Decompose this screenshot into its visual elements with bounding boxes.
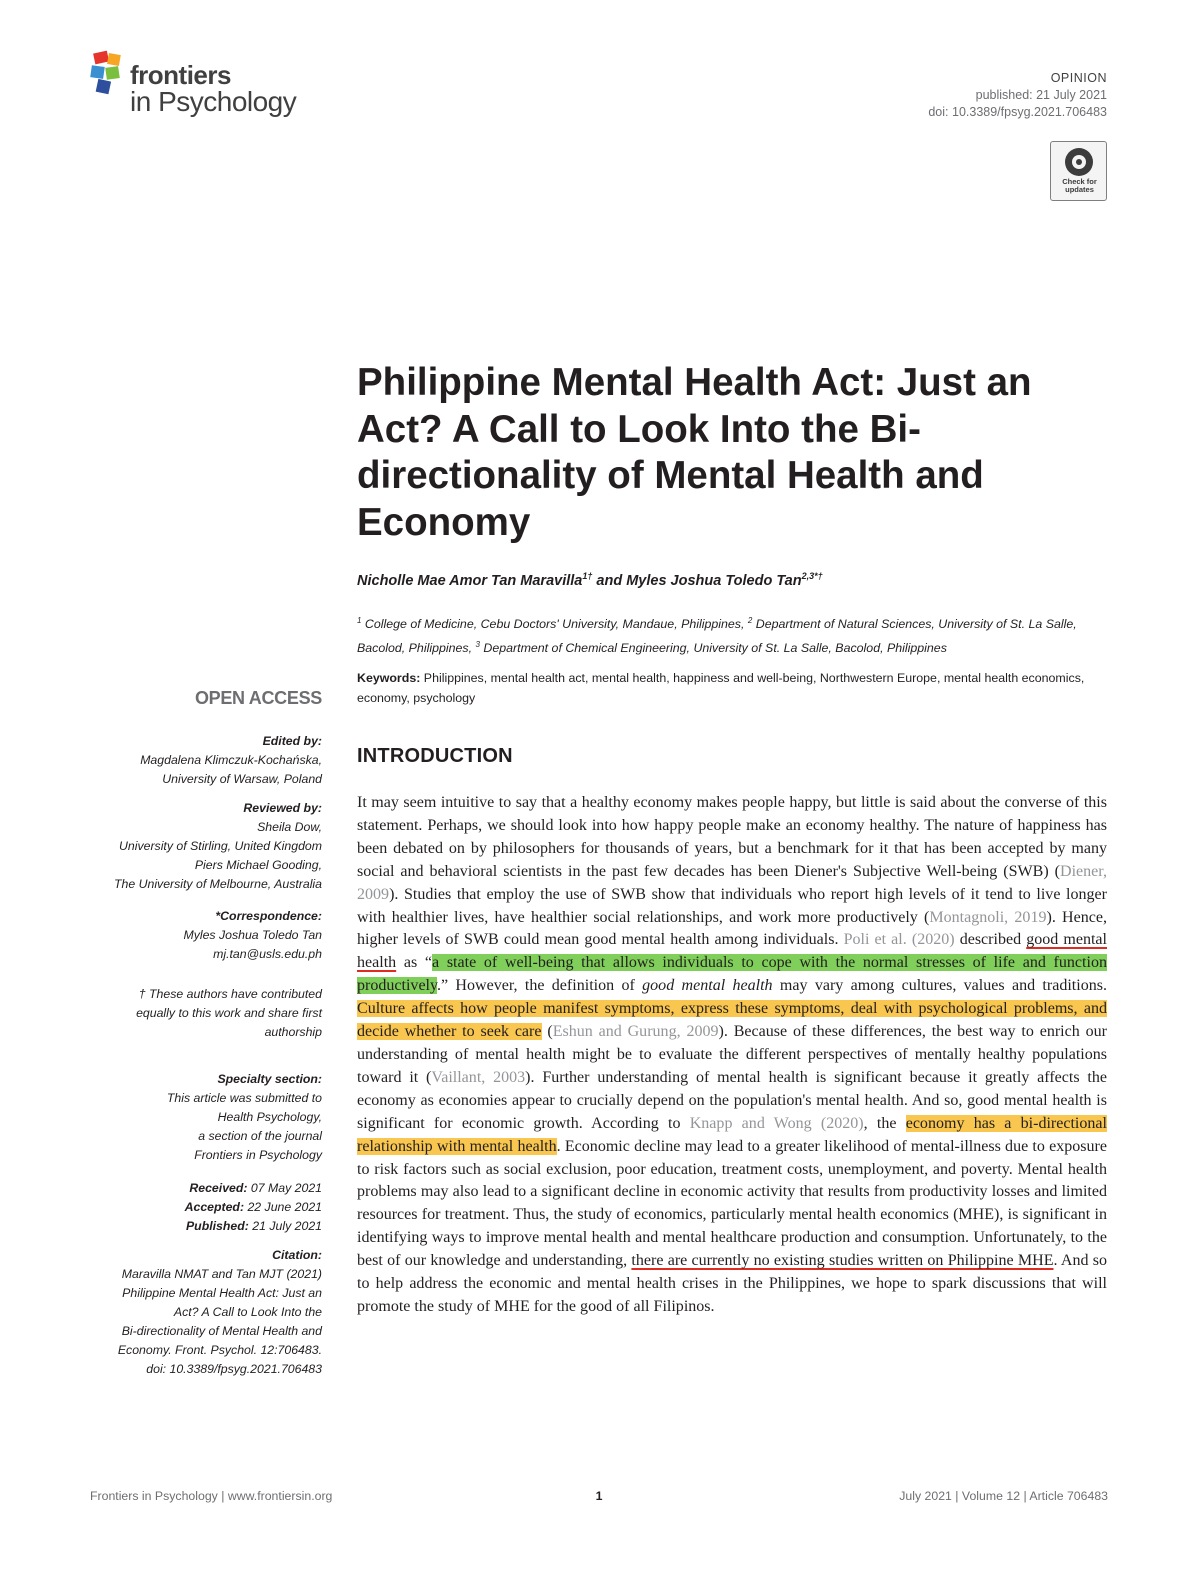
contribution-line: equally to this work and share first bbox=[136, 1006, 322, 1020]
body-text: ). Further understanding of mental health is significant because it greatly affects the economy as economies appear to crucially depend on the population's mental health. And so, good mental health is significant for economic growth. According to bbox=[357, 1068, 1107, 1132]
body-text: ). Because of these differences, the best way to enrich our understanding of mental health might be to evaluate the different perspectives of mentally healthy populations toward it ( bbox=[357, 1023, 1107, 1086]
received-label: Received: bbox=[189, 1181, 248, 1195]
citation-line: Act? A Call to Look Into the bbox=[173, 1305, 322, 1319]
keywords bbox=[357, 669, 1112, 708]
specialty-line: a section of the journal bbox=[198, 1129, 322, 1143]
correspondence-name: Myles Joshua Toledo Tan bbox=[183, 928, 322, 942]
body-text: .” However, the definition of bbox=[436, 977, 643, 995]
body-text: It may seem intuitive to say that a healthy economy makes people happy, but little is said about the converse of this statement. Perhaps, we should look into how happy people make an economy healthy. The nature of happiness has been debated on by philosophers for thousands of years, but a benchmark for it that has been accepted by many social and behavioral scientists in the past few decades has been Diener's Subjective Well-being (SWB) ( bbox=[357, 794, 1107, 880]
specialty-line: This article was submitted to bbox=[166, 1091, 322, 1105]
accepted-label: Accepted: bbox=[184, 1200, 245, 1214]
journal-logo bbox=[88, 50, 318, 122]
body-text: as “ bbox=[396, 954, 433, 972]
correspondence-section bbox=[62, 907, 322, 964]
section-heading-introduction: INTRODUCTION bbox=[357, 745, 513, 767]
author-name[interactable]: Nicholle Mae Amor Tan Maravilla bbox=[357, 572, 583, 589]
reviewer-line: Piers Michael Gooding, bbox=[194, 858, 322, 872]
reviewer-line: University of Stirling, United Kingdom bbox=[119, 839, 322, 853]
body-text: ). Hence, higher levels of SWB could mean good mental health among individuals. bbox=[357, 908, 1107, 949]
contribution-line: authorship bbox=[264, 1025, 322, 1039]
editor-line: Magdalena Klimczuk-Kochańska, bbox=[140, 753, 322, 767]
received-value: 07 May 2021 bbox=[247, 1181, 322, 1195]
yellow-highlight-annotation: economy has a bi-directional relationship with mental health bbox=[357, 1114, 1107, 1155]
frontiers-logo-icon bbox=[88, 50, 128, 100]
contribution-line: † These authors have contributed bbox=[138, 987, 322, 1001]
crossmark-label-1: Check for bbox=[1062, 177, 1097, 186]
italic-term: good mental health bbox=[642, 977, 773, 995]
logo-text-frontiers: frontiers bbox=[130, 60, 231, 90]
keywords-list: Philippines, mental health act, mental health, happiness and well-being, Northwestern Europe, mental health economics, economy, psychology bbox=[357, 671, 1085, 705]
red-underline-annotation: good mental health bbox=[357, 931, 1108, 972]
page-footer bbox=[90, 1489, 1108, 1505]
published-label: Published: bbox=[185, 1219, 249, 1233]
citation-section bbox=[62, 1246, 322, 1379]
affiliation-marker: 2 bbox=[747, 616, 753, 625]
body-text: ( bbox=[541, 1023, 553, 1041]
reviewed-by-label: Reviewed by: bbox=[243, 801, 322, 815]
body-text: , the bbox=[863, 1114, 906, 1132]
specialty-line: Frontiers in Psychology bbox=[194, 1148, 322, 1162]
citation-line: Economy. Front. Psychol. 12:706483. bbox=[117, 1343, 322, 1357]
contribution-note bbox=[62, 985, 322, 1042]
edited-by-section bbox=[62, 732, 322, 789]
citation-link[interactable]: Diener, 2009 bbox=[357, 862, 1107, 903]
dates-section bbox=[62, 1179, 322, 1236]
affiliation-text: Department of Natural Sciences, University of St. La Salle, Bacolod, Philippines, bbox=[357, 617, 1077, 655]
specialty-label: Specialty section: bbox=[217, 1072, 322, 1086]
red-underline-annotation: there are currently no existing studies written on Philippine MHE bbox=[631, 1252, 1054, 1270]
article-doi[interactable]: doi: 10.3389/fpsyg.2021.706483 bbox=[928, 105, 1107, 119]
edited-by-label: Edited by: bbox=[262, 734, 322, 748]
reviewer-line: The University of Melbourne, Australia bbox=[114, 877, 322, 891]
affiliation-text: College of Medicine, Cebu Doctors' University, Mandaue, Philippines, bbox=[361, 617, 748, 632]
article-type: OPINION bbox=[1050, 71, 1107, 85]
body-text: . Economic decline may lead to a greater likelihood of mental-illness due to exposure to risk factors such as social exclusion, poor education, treatment costs, unemployment, and poverty. Mental health problems may also lead to a significant decline in economic activity that results from productivity losses and limited resources for treatment. Thus, the study of economics, particularly mental health economics (MHE), is significant in identifying ways to improve mental health and mental healthcare production and consumption. Unfortunately, to the best of our knowledge and understanding, bbox=[357, 1137, 1107, 1270]
citation-line: Bi-directionality of Mental Health and bbox=[121, 1324, 322, 1338]
citation-line[interactable]: doi: 10.3389/fpsyg.2021.706483 bbox=[146, 1362, 322, 1376]
article-title: Philippine Mental Health Act: Just an Act? A Call to Look Into the Bi-directionality of Mental Health and Economy bbox=[357, 361, 1032, 544]
introduction-paragraph bbox=[357, 792, 1107, 1319]
citation-label: Citation: bbox=[272, 1248, 322, 1262]
citation-link[interactable]: Vaillant, 2003 bbox=[431, 1068, 526, 1086]
yellow-highlight-annotation: Culture affects how people manifest symptoms, express these symptoms, deal with psychological problems, and decide whether to seek care bbox=[357, 1000, 1107, 1041]
article-meta bbox=[928, 70, 1107, 121]
reviewed-by-section bbox=[62, 799, 322, 894]
specialty-line: Health Psychology, bbox=[217, 1110, 322, 1124]
affiliations bbox=[357, 611, 1109, 658]
crossmark-label-2: updates bbox=[1065, 185, 1094, 194]
reviewer-line: Sheila Dow, bbox=[257, 820, 322, 834]
logo-text-journal: in Psychology bbox=[130, 86, 297, 117]
author-affiliation-marker: 2,3*† bbox=[801, 571, 823, 581]
received-date bbox=[62, 1179, 322, 1198]
specialty-section bbox=[62, 1070, 322, 1165]
body-text: . And so to help address the economic and mental health crises in the Philippines, we hope to spark discussions that will promote the study of MHE for the good of all Filipinos. bbox=[357, 1252, 1107, 1315]
crossmark-check-for-updates-button[interactable] bbox=[1050, 141, 1107, 201]
correspondence-email[interactable]: mj.tan@usls.edu.ph bbox=[213, 947, 322, 961]
page-number: 1 bbox=[595, 1489, 603, 1503]
author-separator: and bbox=[592, 572, 627, 589]
crossmark-icon bbox=[1065, 148, 1093, 176]
keywords-label: Keywords: bbox=[357, 671, 421, 685]
body-text: described bbox=[954, 931, 1027, 949]
affiliation-marker: 1 bbox=[357, 616, 362, 625]
footer-journal-link[interactable]: Frontiers in Psychology | www.frontiersin.org bbox=[90, 1489, 333, 1503]
accepted-date bbox=[62, 1198, 322, 1217]
published-date-sidebar bbox=[62, 1217, 322, 1236]
citation-link[interactable]: Knapp and Wong (2020) bbox=[689, 1114, 864, 1132]
body-text: may vary among cultures, values and traditions. bbox=[772, 977, 1107, 995]
green-highlight-annotation: a state of well-being that allows individuals to cope with the normal stresses of life and function productively bbox=[357, 954, 1107, 995]
published-date: published: 21 July 2021 bbox=[975, 88, 1107, 102]
author-affiliation-marker: 1† bbox=[582, 571, 593, 581]
open-access-label: OPEN ACCESS bbox=[194, 688, 322, 708]
footer-issue-info: July 2021 | Volume 12 | Article 706483 bbox=[899, 1489, 1108, 1503]
citation-line: Philippine Mental Health Act: Just an bbox=[122, 1286, 322, 1300]
citation-link[interactable]: Montagnoli, 2019 bbox=[929, 908, 1047, 926]
citation-line: Maravilla NMAT and Tan MJT (2021) bbox=[121, 1267, 322, 1281]
author-name[interactable]: Myles Joshua Toledo Tan bbox=[626, 572, 802, 589]
published-value: 21 July 2021 bbox=[248, 1219, 322, 1233]
author-list bbox=[357, 571, 1117, 589]
affiliation-text: Department of Chemical Engineering, University of St. La Salle, Bacolod, Philippines bbox=[479, 640, 947, 655]
correspondence-label: *Correspondence: bbox=[215, 909, 322, 923]
citation-link[interactable]: Eshun and Gurung, 2009 bbox=[552, 1023, 719, 1041]
accepted-value: 22 June 2021 bbox=[244, 1200, 322, 1214]
body-text: ). Studies that employ the use of SWB show that individuals who report high levels of it tend to live longer with healthier lives, have healthier social relationships, and work more productively ( bbox=[357, 885, 1107, 926]
affiliation-marker: 3 bbox=[475, 639, 480, 649]
citation-link[interactable]: Poli et al. (2020) bbox=[843, 931, 955, 949]
editor-line: University of Warsaw, Poland bbox=[162, 772, 322, 786]
